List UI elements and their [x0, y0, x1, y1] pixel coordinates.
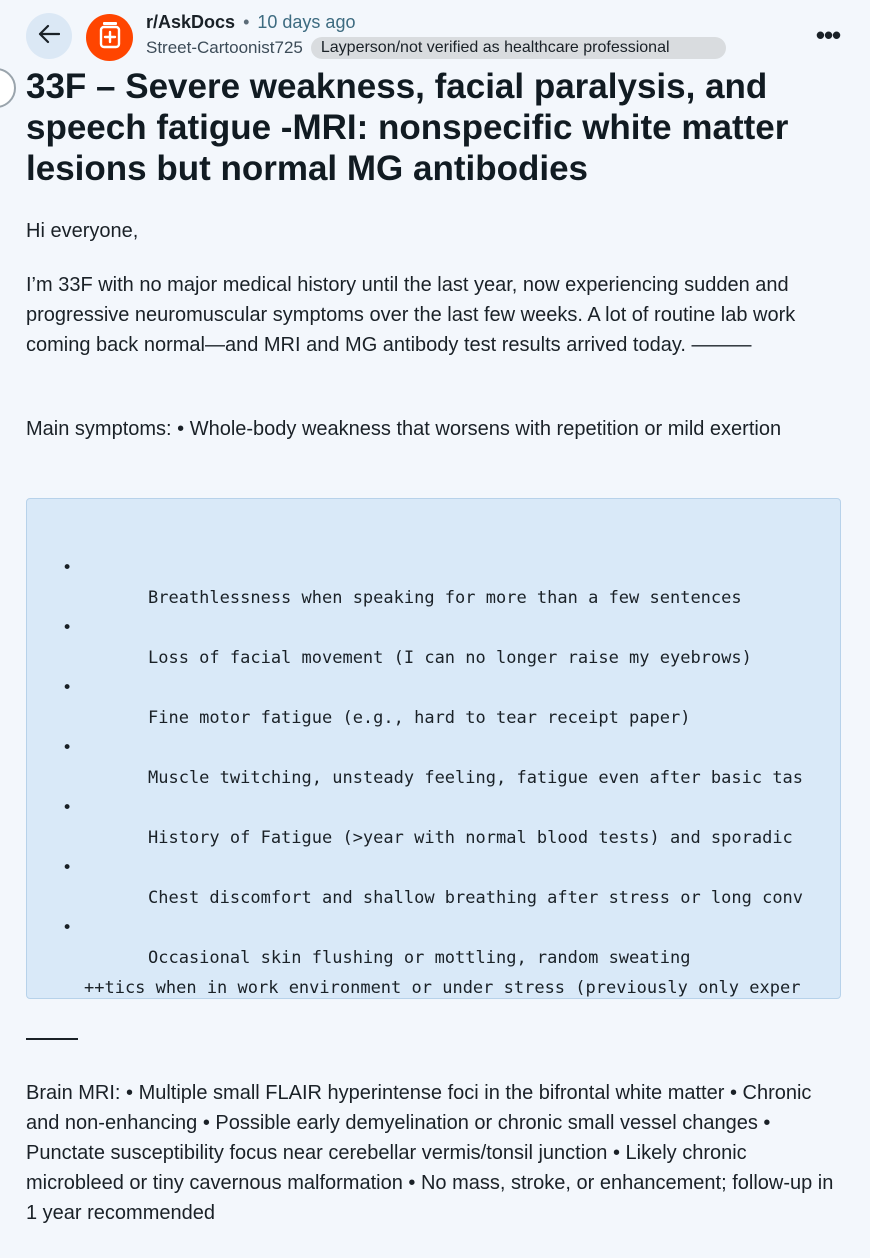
more-options-icon: ••• [815, 19, 841, 50]
code-line-text: Chest discomfort and shallow breathing after stress or long conv [148, 888, 804, 908]
code-block [26, 498, 841, 999]
medical-jar-icon [97, 20, 123, 55]
bullet: • [62, 918, 73, 938]
bullet: • [62, 858, 73, 878]
code-line-text: History of Fatigue (>year with normal blood tests) and sporadic [148, 828, 793, 848]
subreddit-name[interactable]: r/AskDocs [146, 12, 236, 32]
post-main-symptoms: Main symptoms: • Whole-body weakness that worsens with repetition or mild exertion [26, 418, 782, 440]
code-line-text: Fine motor fatigue (e.g., hard to tear receipt paper) [148, 708, 691, 728]
post-title: 33F – Severe weakness, facial paralysis, and speech fatigue -MRI: nonspecific white matter lesions but normal MG antibodies [26, 67, 789, 188]
code-line-text: Occasional skin flushing or mottling, random sweating [148, 948, 691, 968]
side-handle[interactable] [0, 68, 16, 108]
code-line-text: Breathlessness when speaking for more than a few sentences [148, 588, 742, 608]
bullet: • [62, 798, 73, 818]
more-options-button[interactable] [814, 20, 842, 50]
code-line-text: ++tics when in work environment or under stress (previously only exper [84, 978, 801, 998]
bullet: • [62, 738, 73, 758]
divider [26, 1038, 78, 1040]
bullet: • [62, 678, 73, 698]
post-greeting: Hi everyone, [26, 220, 139, 242]
subreddit-avatar[interactable] [86, 14, 133, 61]
bullet: • [62, 618, 73, 638]
post-meta [146, 12, 355, 33]
meta-separator: • [243, 12, 250, 32]
code-line [27, 523, 742, 608]
user-flair: Layperson/not verified as healthcare professional [311, 37, 726, 59]
author-line [146, 37, 726, 59]
post-brain-mri: Brain MRI: • Multiple small FLAIR hyperintense foci in the bifrontal white matter • Chronic and non-enhancing • Possible early demyelination or chronic small vessel changes • Punctate susceptibility focus near cerebellar vermis/tonsil junction • Likely chronic microbleed or tiny cavernous malformation • No mass, stroke, or enhancement; follow-up in 1 year recommended [26, 1082, 834, 1224]
author-name[interactable]: Street-Cartoonist725 [146, 38, 303, 57]
post-intro: I’m 33F with no major medical history until the last year, now experiencing sudden and progressive neuromuscular symptoms over the last few weeks. A lot of routine lab work coming back normal—and MRI and MG antibody test results arrived today. ——— [26, 274, 796, 356]
arrow-left-icon [38, 24, 60, 49]
post-time: 10 days ago [257, 12, 356, 32]
code-line-text: Loss of facial movement (I can no longer raise my eyebrows) [148, 648, 752, 668]
bullet: • [62, 558, 73, 578]
back-button[interactable] [26, 13, 72, 59]
code-line-text: Muscle twitching, unsteady feeling, fatigue even after basic tas [148, 768, 804, 788]
